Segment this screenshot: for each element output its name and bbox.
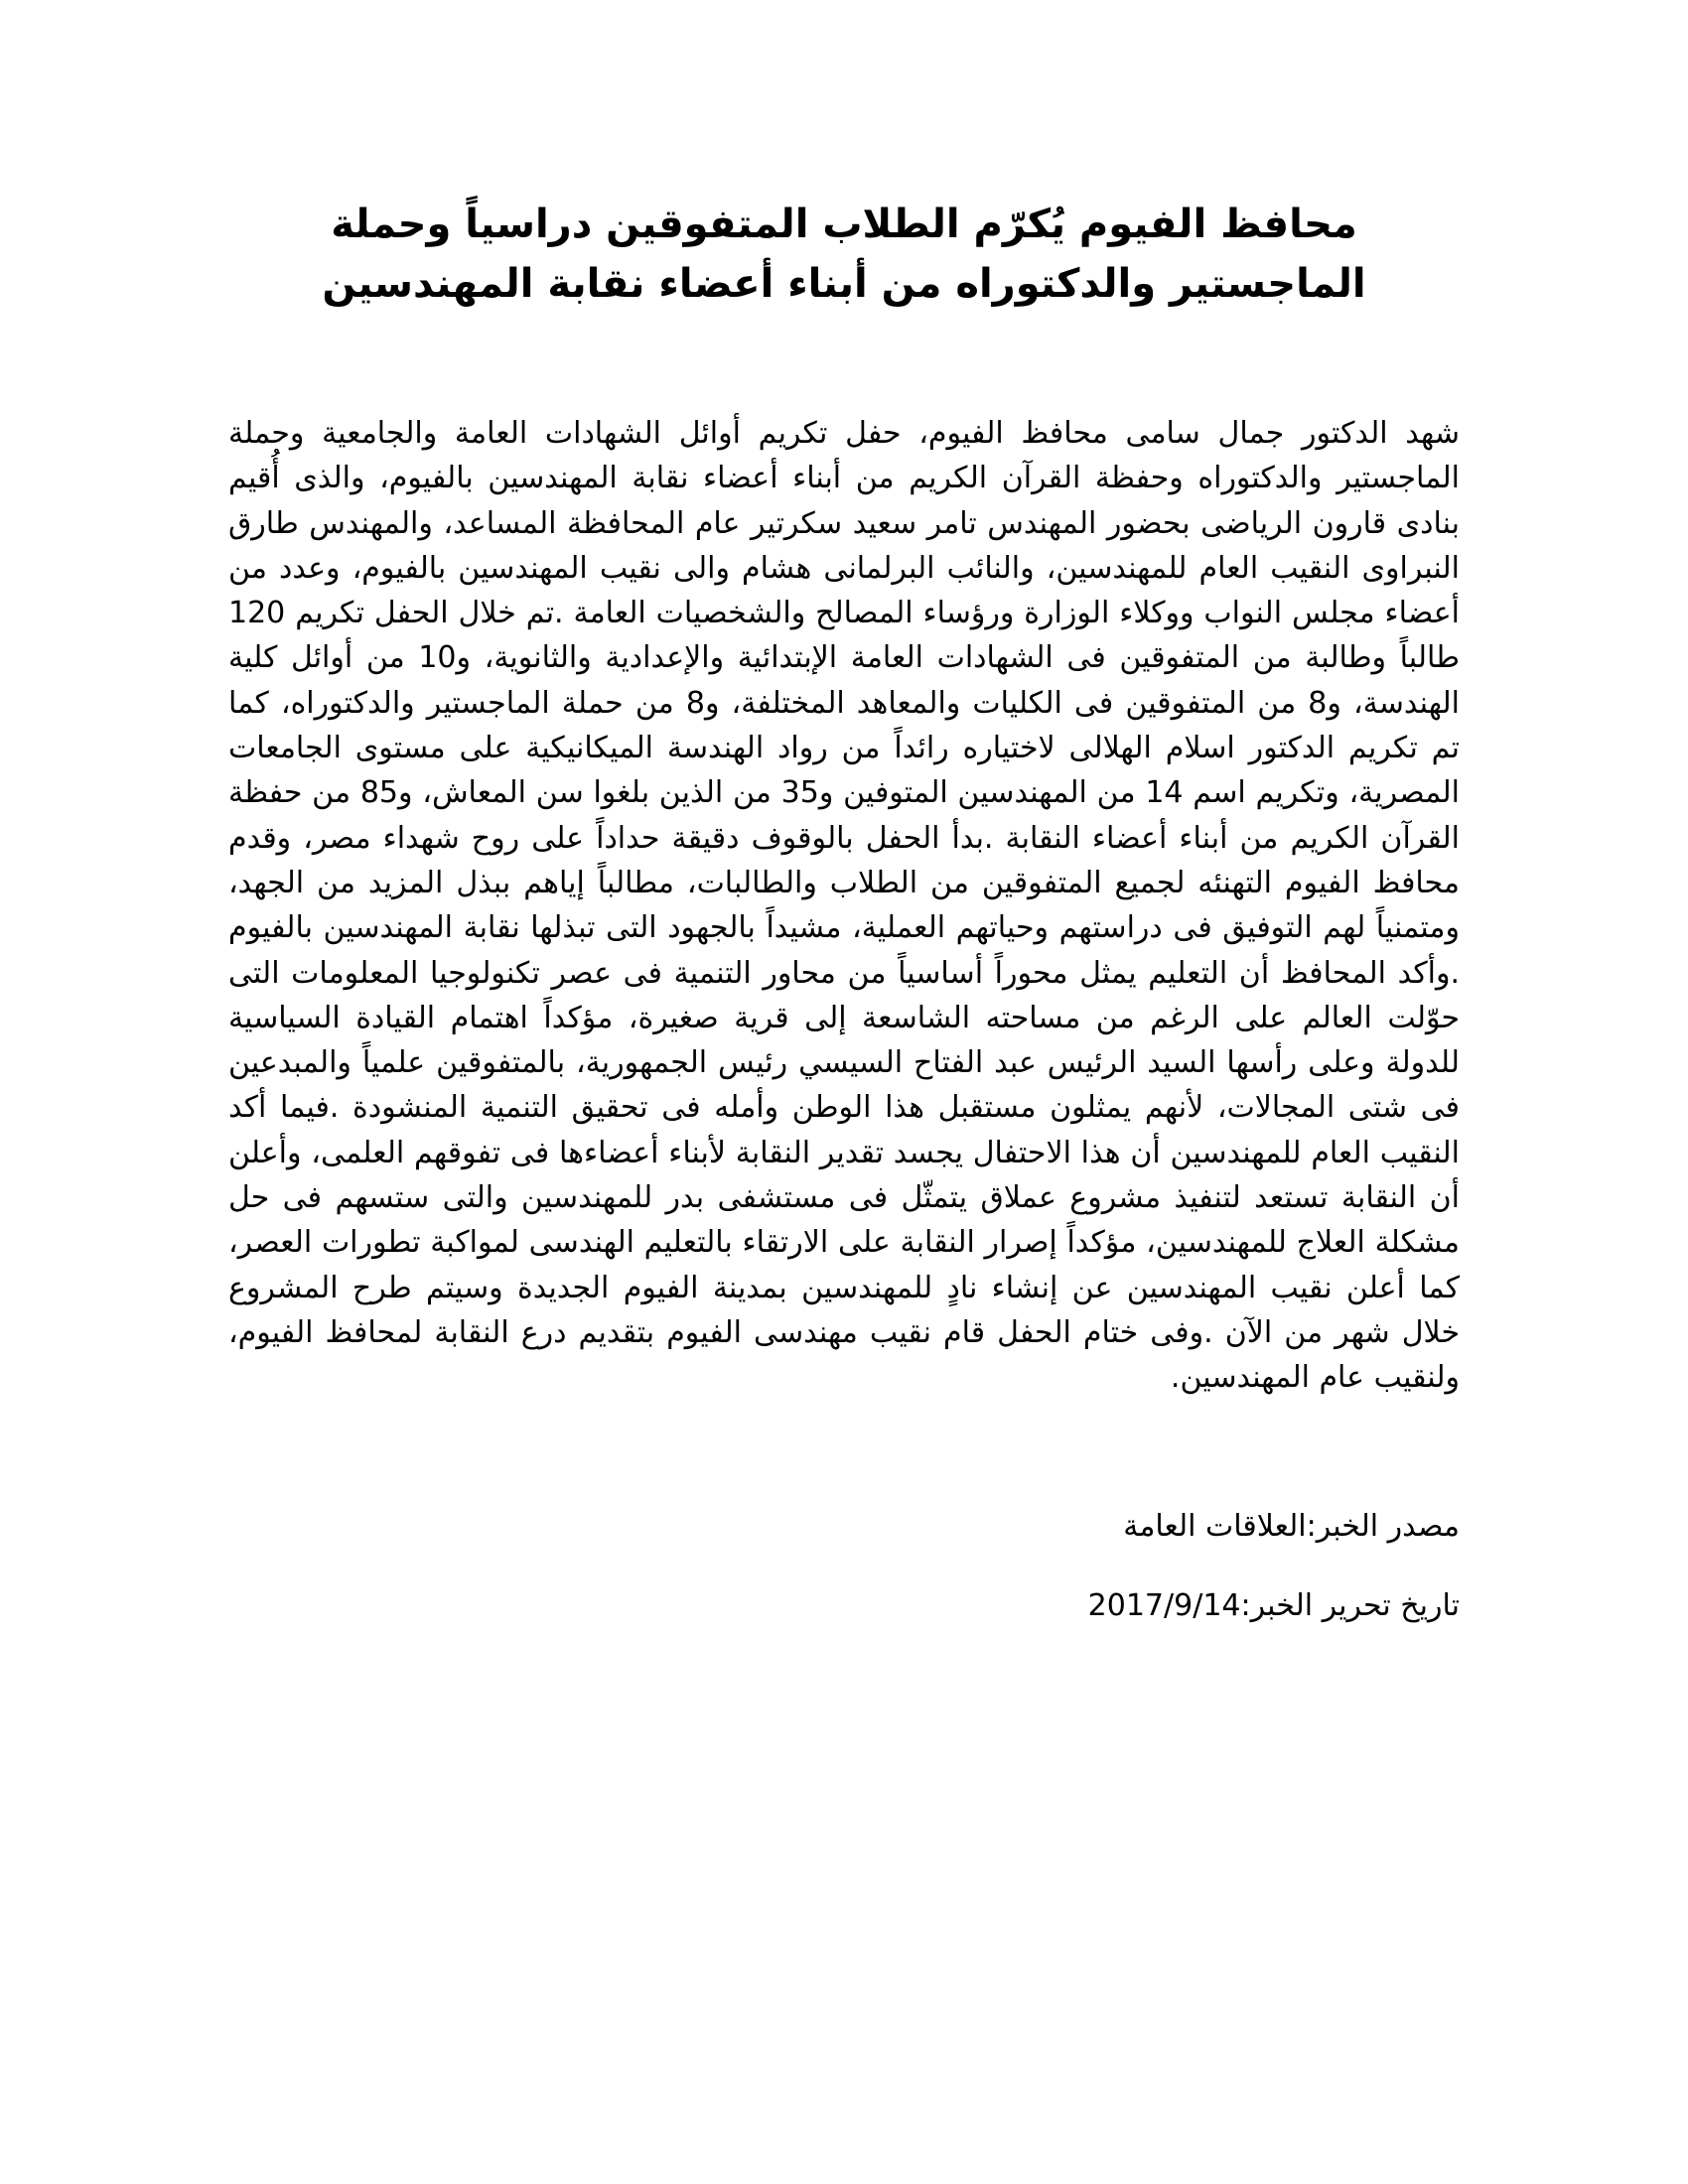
article-title: محافظ الفيوم يُكرّم الطلاب المتفوقين دراسياً وحملة الماجستير والدكتوراه من أبناء أعضاء نقابة المهندسين bbox=[322, 202, 1366, 307]
edit-date: تاريخ تحرير الخبر:2017/9/14 bbox=[1087, 1588, 1460, 1623]
article-body: شهد الدكتور جمال سامى محافظ الفيوم، حفل تكريم أوائل الشهادات العامة والجامعية وحملة الماجستير والدكتوراه وحفظة القرآن الكريم من أبناء أعضاء نقابة المهندسين بالفيوم، والذى أُقيم بنادى قارون الرياضى بحضور المهندس تامر سعيد سكرتير عام المحافظة المساعد، والمهندس طارق النبراوى النقيب العام للمهندسين، والنائب البرلمانى هشام والى نقيب المهندسين بالفيوم، وعدد من أعضاء مجلس النواب ووكلاء الوزارة ورؤساء المصالح والشخصيات العامة .تم خلال الحفل تكريم 120 طالباً وطالبة من المتفوقين فى الشهادات العامة الإبتدائية والإعدادية والثانوية، و10 من أوائل كلية الهندسة، و8 من المتفوقين فى الكليات والمعاهد المختلفة، و8 من حملة الماجستير والدكتوراه، كما تم تكريم الدكتور اسلام الهلالى لاختياره رائداً من رواد الهندسة الميكانيكية على مستوى الجامعات المصرية، وتكريم اسم 14 من المهندسين المتوفين و35 من الذين بلغوا سن المعاش، و85 من حفظة القرآن الكريم من أبناء أعضاء النقابة .بدأ الحفل بالوقوف دقيقة حداداً على روح شهداء مصر، وقدم محافظ الفيوم التهنئه لجميع المتفوقين من الطلاب والطالبات، مطالباً إياهم ببذل المزيد من الجهد، ومتمنياً لهم التوفيق فى دراستهم وحياتهم العملية، مشيداً بالجهود التى تبذلها نقابة المهندسين بالفيوم .وأكد المحافظ أن التعليم يمثل محوراً أساسياً من محاور التنمية فى عصر تكنولوجيا المعلومات التى حوّلت العالم على الرغم من مساحته الشاسعة إلى قرية صغيرة، مؤكداً اهتمام القيادة السياسية للدولة وعلى رأسها السيد الرئيس عبد الفتاح السيسي رئيس الجمهورية، بالمتفوقين علمياً والمبدعين فى شتى المجالات، لأنهم يمثلون مستقبل هذا الوطن وأمله فى تحقيق التنمية المنشودة .فيما أكد النقيب العام للمهندسين أن هذا الاحتفال يجسد تقدير النقابة لأبناء أعضاءها فى تفوقهم العلمى، وأعلن أن النقابة تستعد لتنفيذ مشروع عملاق يتمثّل فى مستشفى بدر للمهندسين والتى ستسهم فى حل مشكلة العلاج للمهندسين، مؤكداً إصرار النقابة على الارتقاء بالتعليم الهندسى لمواكبة تطورات العصر، كما أعلن نقيب المهندسين عن إنشاء نادٍ للمهندسين بمدينة الفيوم الجديدة وسيتم طرح المشروع خلال شهر من الآن .وفى ختام الحفل قام نقيب مهندسى الفيوم بتقديم درع النقابة لمحافظ الفيوم، ولنقيب عام المهندسين. bbox=[228, 416, 1461, 1396]
news-source: مصدر الخبر:العلاقات العامة bbox=[1123, 1509, 1460, 1544]
